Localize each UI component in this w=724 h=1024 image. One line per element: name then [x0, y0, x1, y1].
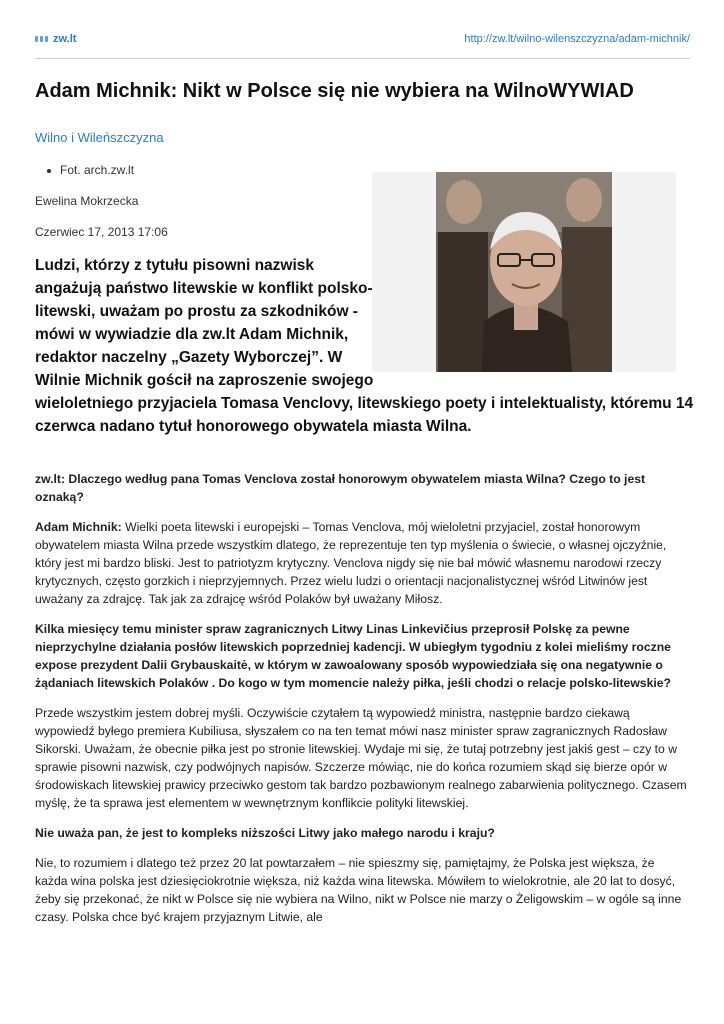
article-body	[35, 470, 690, 938]
category-link[interactable]: Wilno i Wileńszczyzna	[35, 130, 164, 145]
answer-1-label: Adam Michnik:	[35, 520, 122, 534]
question-2: Kilka miesięcy temu minister spraw zagranicznych Litwy Linas Linkevičius przeprosił Polskę za pewne nieprzychylne działania posłów litewskich poprzedniej kadencji. W ubiegłym tygodniu z kolei mieliśmy roczne expose prezydent Dalii Grybauskaitė, w którym w zawoalowany sposób wypowiedziała się ona negatywnie o żądaniach litewskich Polaków . Do kogo w tym momencie należy piłka, jeśli chodzi o relacje polsko-litewskie?	[35, 622, 671, 690]
question-1: zw.lt: Dlaczego według pana Tomas Venclova został honorowym obywatelem miasta Wilna? Czego to jest oznaką?	[35, 472, 646, 504]
question-3: Nie uważa pan, że jest to kompleks niższości Litwy jako małego narodu i kraju?	[35, 826, 495, 840]
answer-3: Nie, to rozumiem i dlatego też przez 20 lat powtarzałem – nie spieszmy się, pamiętajmy, że Polska jest większa, że każda wina polska jest dziesięciokrotnie większa, niż każda wina litewska. Mówiłem to wielokrotnie, ale 20 lat to dosyć, żeby się przekonać, że nikt w Polsce się nie wybiera na Wilno, nikt w Polsce nie marzy o Żeligowskim – w ogóle są inne czasy. Polska chce być krajem przyjaznym Litwie, ale	[35, 856, 682, 924]
photo-credit: Fot. arch.zw.lt	[60, 163, 135, 177]
page-url-link[interactable]: http://zw.lt/wilno-wilenszczyzna/adam-michnik/	[464, 33, 690, 45]
article-date: Czerwiec 17, 2013 17:06	[35, 225, 168, 239]
site-name: zw.lt	[53, 33, 77, 45]
answer-1	[35, 518, 690, 608]
header-divider	[35, 58, 690, 59]
article-lead	[35, 254, 695, 438]
zw-logo-icon	[35, 36, 48, 42]
lead-paragraph: Ludzi, którzy z tytułu pisowni nazwisk angażują państwo litewskie w konflikt polsko-litewski, uważam po prostu za szkodników - mówi w wywiadzie dla zw.lt Adam Michnik, redaktor naczelny „Gazety Wyborczej”. W Wilnie Michnik gościł na zaproszenie swojego wieloletniego przyjaciela Tomasa Venclovy, litewskiego poety i intelektualisty, któremu 14 czerwca nadano tytuł honorowego obywatela miasta Wilna.	[35, 257, 694, 435]
answer-1-text: Wielki poeta litewski i europejski – Tomas Venclova, mój wieloletni przyjaciel, został honorowym obywatelem miasta Wilna przede wszystkim dlatego, że reprezentuje ten typ myślenia o świecie, o własnej ojczyźnie, który jest mi bardzo bliski. Jest to patriotyzm krytyczny. Venclova nigdy się nie bał mówić własnemu narodowi rzeczy krytycznych, często gorzkich i nieprzyjemnych. Przez wielu ludzi o orientacji nacjonalistycznej wśród Litwinów jest uważany za zdrajcę. Tak jak za zdrajcę wśród Polaków był uważany Miłosz.	[35, 520, 667, 606]
article-author: Ewelina Mokrzecka	[35, 194, 139, 208]
article-title: Adam Michnik: Nikt w Polsce się nie wybiera na WilnoWYWIAD	[35, 80, 634, 102]
page-header	[35, 33, 690, 49]
site-logo-link[interactable]	[35, 33, 76, 45]
answer-2: Przede wszystkim jestem dobrej myśli. Oczywiście czytałem tą wypowiedź ministra, następnie bardzo ciekawą wypowiedź byłego premiera Kubiliusa, słyszałem co na ten temat mówi nasz minister spraw zagranicznych Radosław Sikorski. Uważam, że obecnie piłka jest po stronie litewskiej. Wydaje mi się, że tutaj potrzebny jest jakiś gest – czy to w sprawie pisowni nazwisk, czy podwójnych napisów. Szczerze mówiąc, nie do końca rozumiem skąd się bierze opór w środowiskach litewskiej prawicy przeciwko gestom tak bardzo pozbawionym realnego zabarwienia politycznego. Czasem myślę, że ta sprawa jest elementem w wewnętrznym konflikcie polityki litewskiej.	[35, 706, 687, 810]
